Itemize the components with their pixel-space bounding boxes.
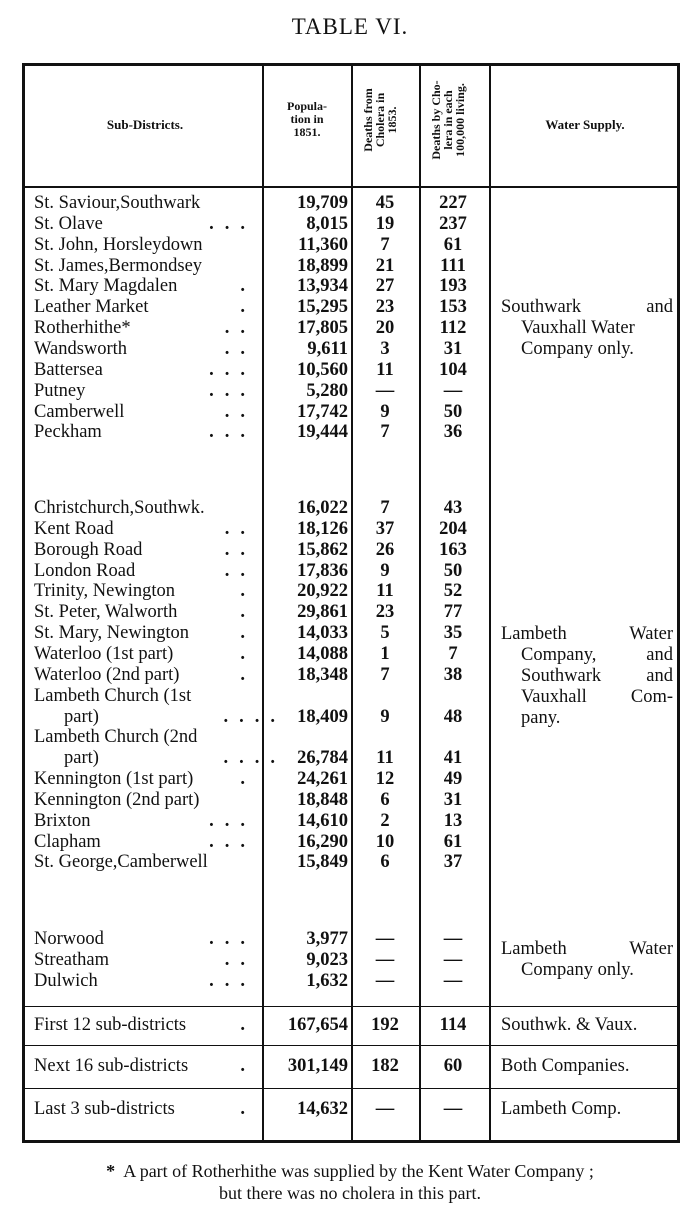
water-supply-line: Company only. [521, 960, 634, 980]
population-cell: 10,560 [297, 360, 348, 380]
leader-dots: .. [224, 950, 256, 970]
sub-district-label: Waterloo (1st part) [34, 644, 177, 664]
deaths-cell: 192 [371, 1015, 399, 1035]
population-cell: 18,126 [297, 519, 348, 539]
sub-district-label: St. George,Camberwell [34, 852, 212, 872]
water-supply-line [501, 939, 673, 960]
sub-district-name [34, 561, 256, 582]
population-cell: 1,632 [306, 971, 348, 991]
sub-district-name [34, 950, 256, 971]
deaths-cell: 6 [380, 790, 390, 810]
population-cell: 19,709 [297, 193, 348, 213]
water-supply-word: and [646, 645, 673, 665]
deaths-cell [355, 686, 415, 707]
deaths-cell [355, 727, 415, 748]
population-cell: 19,444 [297, 422, 348, 442]
sub-district-label: St. Olave [34, 214, 107, 234]
deaths-cell: 23 [375, 602, 395, 622]
header-population-line: Popula- [286, 99, 327, 113]
header-deaths-cholera [362, 60, 402, 180]
deaths-cell: 11 [376, 748, 394, 768]
population-cell: 14,610 [297, 811, 348, 831]
sub-district-label: Kennington (2nd part) [34, 790, 203, 810]
sub-district-name [34, 498, 256, 519]
water-supply-group2 [501, 624, 673, 729]
table-row [0, 811, 700, 832]
sub-district-label: London Road [34, 561, 139, 581]
sub-district-name [34, 623, 256, 644]
sub-district-label: St. James,Bermondsey [34, 256, 206, 276]
rate-cell: 77 [443, 602, 463, 622]
table-row [0, 519, 700, 540]
sub-district-label: Battersea [34, 360, 107, 380]
population-cell: 15,862 [297, 540, 348, 560]
sub-district-name [34, 318, 256, 339]
sub-district-name [34, 1056, 256, 1077]
leader-dots: ... [209, 832, 256, 852]
deaths-cell: — [375, 950, 395, 970]
deaths-cell: 21 [375, 256, 395, 276]
footnote-line-1 [0, 1160, 700, 1182]
deaths-cell: 7 [380, 665, 390, 685]
sub-district-name [34, 1015, 256, 1036]
header-population-line: 1851. [293, 125, 321, 139]
table-row [0, 193, 700, 214]
sub-district-label: Waterloo (2nd part) [34, 665, 183, 685]
table-row [0, 402, 700, 423]
leader-dots: . [240, 581, 256, 601]
sub-district-name [34, 686, 256, 707]
water-supply-word: Vauxhall [521, 687, 587, 707]
sub-district-name [34, 402, 256, 423]
sub-district-label: Wandsworth [34, 339, 131, 359]
leader-dots: .. [224, 519, 256, 539]
table-row [0, 727, 700, 748]
sub-district-name [34, 748, 286, 769]
table-row [0, 214, 700, 235]
table-row [0, 852, 700, 873]
sub-district-label: St. Peter, Walworth [34, 602, 181, 622]
rate-cell: 31 [443, 339, 463, 359]
sub-district-name [34, 360, 256, 381]
deaths-cell: 9 [380, 561, 390, 581]
rate-cell: 36 [443, 422, 463, 442]
rate-cell: 50 [443, 402, 463, 422]
header-deaths-line: 1853. [385, 106, 399, 134]
population-cell [266, 727, 348, 748]
footnote-line-2: but there was no cholera in this part. [219, 1183, 481, 1203]
deaths-cell: 9 [380, 707, 390, 727]
sub-district-name [34, 235, 256, 256]
footnote-text: A part of Rotherhithe was supplied by the Kent Water Company ; [123, 1161, 594, 1181]
deaths-cell: 11 [376, 360, 394, 380]
water-supply-word: Com- [630, 687, 673, 707]
header-population-line: tion in [290, 112, 324, 126]
population-cell: 11,360 [298, 235, 348, 255]
table-row [0, 581, 700, 602]
sub-district-label: St. John, Horsleydown [34, 235, 207, 255]
rate-cell: 111 [440, 256, 466, 276]
sub-district-name [34, 727, 256, 748]
footnote [0, 1160, 700, 1204]
leader-dots: .. [224, 339, 256, 359]
leader-dots: ... [209, 214, 256, 234]
population-cell: 17,836 [297, 561, 348, 581]
leader-dots: ... [209, 381, 256, 401]
deaths-cell: 1 [380, 644, 390, 664]
deaths-cell: 27 [375, 276, 395, 296]
deaths-cell: 3 [380, 339, 390, 359]
header-sub-districts: Sub-Districts. [106, 117, 184, 132]
population-cell: 18,348 [297, 665, 348, 685]
population-cell: 16,022 [297, 498, 348, 518]
rate-cell: — [443, 929, 463, 949]
header-deaths-rate [430, 60, 470, 180]
header-deaths-line: Deaths from [361, 88, 375, 152]
leader-dots: . [240, 602, 256, 622]
summary-rule [22, 1006, 680, 1007]
sub-district-name [34, 852, 256, 873]
sub-district-label: Kennington (1st part) [34, 769, 197, 789]
deaths-cell: 2 [380, 811, 390, 831]
rate-cell: 43 [443, 498, 463, 518]
population-cell: 18,848 [297, 790, 348, 810]
population-cell: 17,742 [297, 402, 348, 422]
deaths-cell: 7 [380, 498, 390, 518]
leader-dots: ... [209, 422, 256, 442]
water-supply-line: Company only. [521, 339, 634, 359]
population-cell: 15,295 [297, 297, 348, 317]
table-row [0, 498, 700, 519]
population-cell: 8,015 [306, 214, 348, 234]
deaths-cell: 23 [375, 297, 395, 317]
rate-cell: — [443, 1099, 463, 1119]
summary-water-supply: Both Companies. [501, 1056, 630, 1076]
sub-district-label: Lambeth Church (2nd [34, 727, 201, 747]
leader-dots: .. [224, 540, 256, 560]
water-supply-line [501, 666, 673, 687]
rate-cell [423, 727, 483, 748]
table-row [0, 276, 700, 297]
sub-district-name [34, 193, 256, 214]
sub-district-name [34, 811, 256, 832]
rate-cell: 48 [443, 707, 463, 727]
leader-dots: . [240, 1099, 256, 1119]
sub-district-label: Clapham [34, 832, 105, 852]
water-supply-word: Lambeth [501, 624, 567, 644]
deaths-cell: 26 [375, 540, 395, 560]
rate-cell: — [443, 381, 463, 401]
sub-district-name [34, 422, 256, 443]
water-supply-word: Southwark [501, 297, 582, 317]
leader-dots: ... [209, 929, 256, 949]
leader-dots: .... [223, 707, 286, 727]
water-supply-group3 [501, 939, 673, 981]
sub-district-label: Streatham [34, 950, 113, 970]
population-cell: 26,784 [297, 748, 348, 768]
population-cell: 29,861 [297, 602, 348, 622]
sub-district-name [34, 1099, 256, 1120]
population-cell: 167,654 [287, 1015, 348, 1035]
water-supply-word: Southwark [521, 666, 602, 686]
sub-district-name [34, 707, 286, 728]
table-row [0, 381, 700, 402]
sub-district-label: First 12 sub-districts [34, 1015, 190, 1035]
footnote-asterisk: * [106, 1161, 116, 1181]
deaths-cell: 19 [375, 214, 395, 234]
population-cell: 20,922 [297, 581, 348, 601]
population-cell: 14,632 [297, 1099, 348, 1119]
summary-row [0, 1056, 700, 1077]
summary-rule [22, 1088, 680, 1089]
header-water-supply: Water Supply. [545, 117, 625, 132]
water-supply-word: Water [629, 939, 673, 959]
deaths-cell: 45 [375, 193, 395, 213]
sub-district-label: Next 16 sub-districts [34, 1056, 192, 1076]
leader-dots: . [240, 644, 256, 664]
sub-district-label: St. Mary, Newington [34, 623, 193, 643]
rate-cell: 60 [443, 1056, 463, 1076]
population-cell: 24,261 [297, 769, 348, 789]
sub-district-name [34, 339, 256, 360]
rate-cell: 38 [443, 665, 463, 685]
leader-dots: . [240, 297, 256, 317]
sub-district-name [34, 769, 256, 790]
sub-district-name [34, 256, 256, 277]
sub-district-name [34, 971, 256, 992]
sub-district-name [34, 214, 256, 235]
rate-cell: 61 [443, 832, 463, 852]
rate-cell: 227 [439, 193, 467, 213]
leader-dots: .... [223, 748, 286, 768]
population-cell: 13,934 [297, 276, 348, 296]
table-row [0, 540, 700, 561]
rate-cell: 13 [443, 811, 463, 831]
leader-dots: . [240, 276, 256, 296]
leader-dots: . [240, 1015, 256, 1035]
sub-district-name [34, 602, 256, 623]
deaths-cell: 9 [380, 402, 390, 422]
summary-water-supply: Southwk. & Vaux. [501, 1015, 638, 1035]
population-cell: 18,409 [297, 707, 348, 727]
rate-cell: 41 [443, 748, 463, 768]
water-supply-line: Vauxhall Water [521, 318, 635, 338]
leader-dots: .. [224, 318, 256, 338]
rate-cell: 61 [443, 235, 463, 255]
sub-district-name [34, 644, 256, 665]
leader-dots: ... [209, 971, 256, 991]
rate-cell [423, 686, 483, 707]
header-deaths-line: Cholera in [373, 92, 387, 148]
sub-district-name [34, 832, 256, 853]
water-supply-line: pany. [521, 708, 561, 728]
summary-row [0, 1099, 700, 1120]
table-row [0, 602, 700, 623]
water-supply-word: and [646, 666, 673, 686]
population-cell: 3,977 [306, 929, 348, 949]
deaths-cell: — [375, 929, 395, 949]
population-cell: 15,849 [297, 852, 348, 872]
sub-district-name [34, 790, 256, 811]
deaths-cell: — [375, 381, 395, 401]
sub-district-label: Camberwell [34, 402, 128, 422]
rate-cell: 50 [443, 561, 463, 581]
rate-cell: 193 [439, 276, 467, 296]
rate-cell: 37 [443, 852, 463, 872]
population-cell: 9,611 [307, 339, 348, 359]
deaths-cell: 7 [380, 422, 390, 442]
rate-cell: — [443, 971, 463, 991]
deaths-cell: 10 [375, 832, 395, 852]
rate-cell: — [443, 950, 463, 970]
rate-cell: 104 [439, 360, 467, 380]
table-row [0, 360, 700, 381]
sub-district-label: Last 3 sub-districts [34, 1099, 179, 1119]
table-row [0, 748, 700, 769]
table-row [0, 832, 700, 853]
deaths-cell: 11 [376, 581, 394, 601]
sub-district-label: Christchurch,Southwk. [34, 498, 209, 518]
rate-cell: 153 [439, 297, 467, 317]
sub-district-name [34, 381, 256, 402]
sub-district-label: Kent Road [34, 519, 118, 539]
sub-district-label: Peckham [34, 422, 106, 442]
table-row [0, 256, 700, 277]
deaths-cell: 20 [375, 318, 395, 338]
sub-district-name [34, 665, 256, 686]
leader-dots: ... [209, 360, 256, 380]
water-supply-word: Lambeth [501, 939, 567, 959]
leader-dots: .. [224, 402, 256, 422]
rate-cell: 204 [439, 519, 467, 539]
population-cell: 16,290 [297, 832, 348, 852]
leader-dots: .. [224, 561, 256, 581]
sub-district-label: Trinity, Newington [34, 581, 179, 601]
sub-district-label: Brixton [34, 811, 95, 831]
deaths-cell: 5 [380, 623, 390, 643]
sub-district-name [34, 540, 256, 561]
water-supply-line [501, 687, 673, 708]
sub-district-name [34, 297, 256, 318]
leader-dots: . [240, 1056, 256, 1076]
rate-cell: 114 [439, 1015, 467, 1035]
table-row [0, 769, 700, 790]
sub-district-name [34, 581, 256, 602]
rate-cell: 7 [448, 644, 458, 664]
sub-district-label: St. Mary Magdalen [34, 276, 181, 296]
deaths-cell: 6 [380, 852, 390, 872]
sub-district-label: Norwood [34, 929, 108, 949]
deaths-cell: — [375, 971, 395, 991]
population-cell [266, 686, 348, 707]
sub-district-label: Dulwich [34, 971, 102, 991]
population-cell: 5,280 [306, 381, 348, 401]
table-title: TABLE VI. [291, 14, 409, 39]
water-supply-word: Water [629, 624, 673, 644]
rate-cell: 163 [439, 540, 467, 560]
sub-district-label: Putney [34, 381, 89, 401]
water-supply-line [501, 645, 673, 666]
table-row [0, 422, 700, 443]
header-population [266, 100, 348, 139]
population-cell: 14,033 [297, 623, 348, 643]
water-supply-line [501, 624, 673, 645]
deaths-cell: 37 [375, 519, 395, 539]
water-supply-line [501, 297, 673, 318]
sub-district-label: St. Saviour,Southwark [34, 193, 204, 213]
rate-cell: 31 [443, 790, 463, 810]
deaths-cell: — [375, 1099, 395, 1119]
header-rate-line: Deaths by Cho- [429, 80, 443, 160]
leader-dots: . [240, 665, 256, 685]
table-row [0, 790, 700, 811]
leader-dots: ... [209, 811, 256, 831]
sub-district-label: Leather Market [34, 297, 153, 317]
rate-cell: 49 [443, 769, 463, 789]
sub-district-label: Lambeth Church (1st [34, 686, 195, 706]
header-rate-line: 100,000 living. [453, 83, 467, 157]
rate-cell: 237 [439, 214, 467, 234]
population-cell: 14,088 [297, 644, 348, 664]
header-rate-line: lera in each [441, 90, 455, 150]
summary-rule [22, 1045, 680, 1046]
sub-district-label: Borough Road [34, 540, 146, 560]
population-cell: 17,805 [297, 318, 348, 338]
sub-district-name [34, 276, 256, 297]
population-cell: 18,899 [297, 256, 348, 276]
rate-cell: 35 [443, 623, 463, 643]
table-row [0, 561, 700, 582]
sub-district-label: part) [64, 707, 103, 727]
deaths-cell: 182 [371, 1056, 399, 1076]
sub-district-name [34, 929, 256, 950]
water-supply-group1 [501, 297, 673, 360]
rate-cell: 52 [443, 581, 463, 601]
sub-district-label: Rotherhithe* [34, 318, 135, 338]
summary-water-supply: Lambeth Comp. [501, 1099, 622, 1119]
header-rule [22, 186, 680, 188]
leader-dots: . [240, 769, 256, 789]
sub-district-label: part) [64, 748, 103, 768]
deaths-cell: 12 [375, 769, 395, 789]
table-row [0, 235, 700, 256]
deaths-cell: 7 [380, 235, 390, 255]
water-supply-word: and [646, 297, 673, 317]
leader-dots: . [240, 623, 256, 643]
summary-row [0, 1015, 700, 1036]
population-cell: 9,023 [306, 950, 348, 970]
water-supply-word: Company, [521, 645, 597, 665]
population-cell: 301,149 [287, 1056, 348, 1076]
rate-cell: 112 [439, 318, 467, 338]
sub-district-name [34, 519, 256, 540]
